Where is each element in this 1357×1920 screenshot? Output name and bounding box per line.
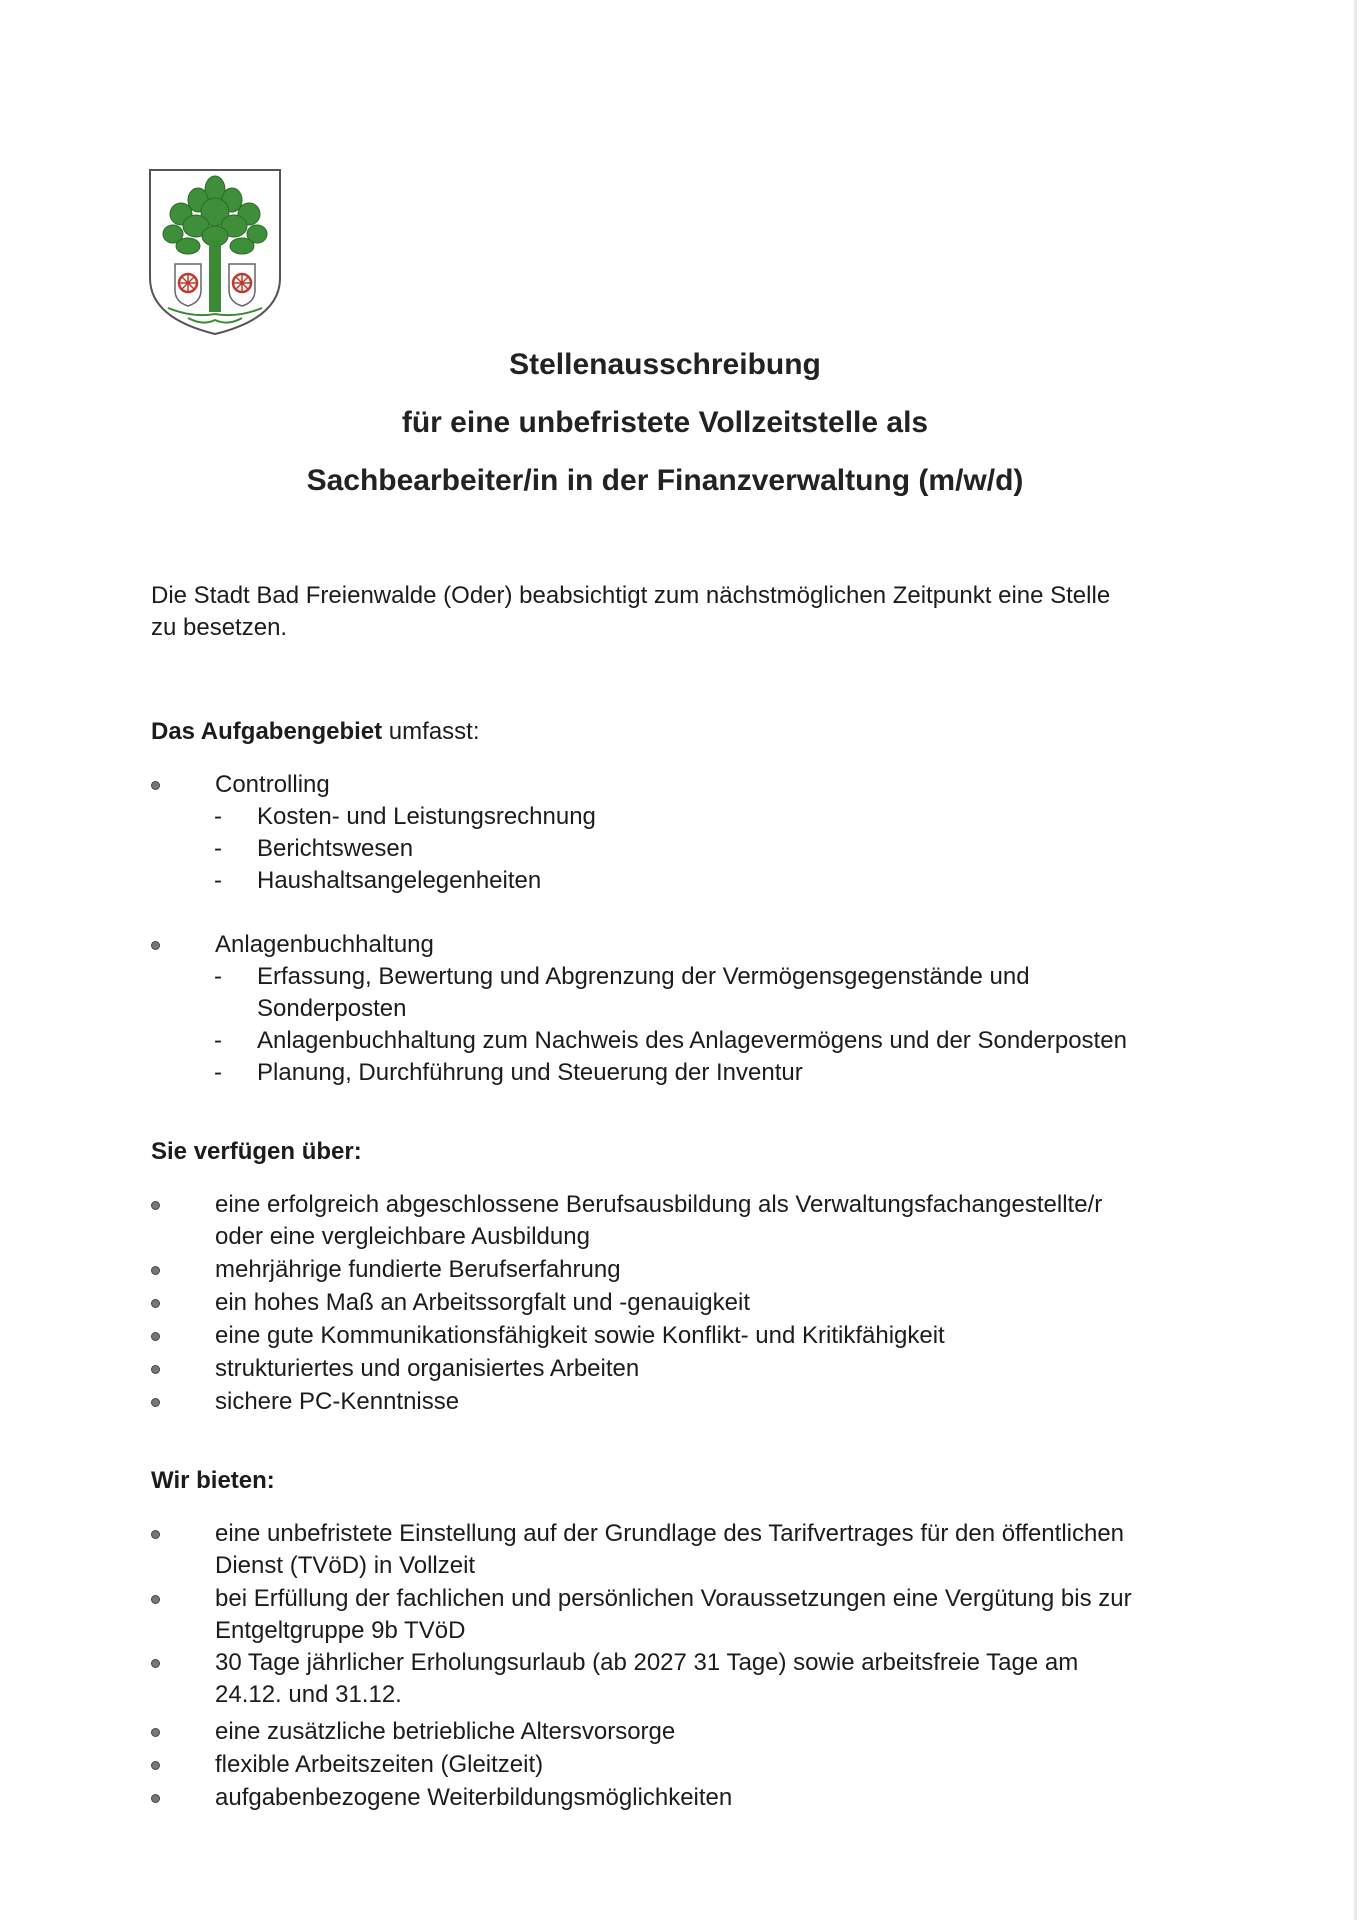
- sub-list-item-label: Sonderposten: [257, 995, 407, 1022]
- offer-heading: [151, 1466, 275, 1496]
- dash-icon: -: [214, 963, 222, 990]
- bullet-icon: [151, 1595, 160, 1604]
- intro-line2: zu besetzen.: [151, 614, 288, 641]
- list-item-label: strukturiertes und organisiertes Arbeiten: [215, 1355, 640, 1382]
- dash-icon: -: [214, 803, 222, 830]
- bullet-icon: [151, 1266, 160, 1275]
- sub-list-item-label: Erfassung, Bewertung und Abgrenzung der Vermögensgegenstände und: [257, 963, 1030, 990]
- tasks-heading: [151, 717, 480, 747]
- requirements-heading: [151, 1137, 362, 1167]
- bullet-icon: [151, 1530, 160, 1539]
- page-subtitle-line1: für eine unbefristete Vollzeitstelle als: [401, 406, 929, 439]
- list-item-label: Entgeltgruppe 9b TVöD: [215, 1617, 466, 1644]
- list-item-label: eine zusätzliche betriebliche Altersvorsorge: [215, 1718, 676, 1745]
- requirements-heading-text: Sie verfügen über:: [151, 1138, 362, 1165]
- tasks-heading-rest: umfasst:: [382, 718, 480, 745]
- title-block: [0, 350, 1330, 496]
- list-item-label: 24.12. und 31.12.: [215, 1681, 402, 1708]
- intro-paragraph: [151, 580, 1171, 644]
- list-item-label: oder eine vergleichbare Ausbildung: [215, 1223, 590, 1250]
- sub-list-item-label: Berichtswesen: [257, 835, 414, 862]
- offer-heading-text: Wir bieten:: [151, 1467, 275, 1494]
- list-item-label: mehrjährige fundierte Berufserfahrung: [215, 1256, 621, 1283]
- list-item-label: flexible Arbeitszeiten (Gleitzeit): [215, 1751, 544, 1778]
- sub-list-item-label: Anlagenbuchhaltung zum Nachweis des Anlagevermögens und der Sonderposten: [257, 1027, 1127, 1054]
- bullet-icon: [151, 941, 160, 950]
- list-item-label: Controlling: [215, 771, 330, 798]
- list-item-label: eine gute Kommunikationsfähigkeit sowie Konflikt- und Kritikfähigkeit: [215, 1322, 945, 1349]
- list-item-label: 30 Tage jährlicher Erholungsurlaub (ab 2027 31 Tage) sowie arbeitsfreie Tage am: [215, 1649, 1079, 1676]
- bullet-icon: [151, 1201, 160, 1210]
- list-item-label: eine erfolgreich abgeschlossene Berufsausbildung als Verwaltungsfachangestellte/r: [215, 1191, 1103, 1218]
- sub-list-item-label: Planung, Durchführung und Steuerung der Inventur: [257, 1059, 803, 1086]
- bullet-icon: [151, 781, 160, 790]
- list-item-label: eine unbefristete Einstellung auf der Grundlage des Tarifvertrages für den öffentlichen: [215, 1520, 1125, 1547]
- dash-icon: -: [214, 1027, 222, 1054]
- bullet-icon: [151, 1332, 160, 1341]
- intro-line1: Die Stadt Bad Freienwalde (Oder) beabsichtigt zum nächstmöglichen Zeitpunkt eine Stelle: [151, 582, 1111, 609]
- list-item-label: sichere PC-Kenntnisse: [215, 1388, 460, 1415]
- dash-icon: -: [214, 1059, 222, 1086]
- bullet-icon: [151, 1794, 160, 1803]
- list-item-label: bei Erfüllung der fachlichen und persönlichen Voraussetzungen eine Vergütung bis zur: [215, 1585, 1132, 1612]
- list-item-label: ein hohes Maß an Arbeitssorgfalt und -genauigkeit: [215, 1289, 750, 1316]
- bullet-icon: [151, 1299, 160, 1308]
- list-item-label: Anlagenbuchhaltung: [215, 931, 434, 958]
- list-item-label: aufgabenbezogene Weiterbildungsmöglichkeiten: [215, 1784, 733, 1811]
- bullet-icon: [151, 1761, 160, 1770]
- coat-of-arms-oak-tree-icon: [148, 168, 282, 338]
- bullet-icon: [151, 1728, 160, 1737]
- page-title: Stellenausschreibung: [509, 348, 821, 381]
- bullet-icon: [151, 1365, 160, 1374]
- bullet-icon: [151, 1659, 160, 1668]
- sub-list-item-label: Kosten- und Leistungsrechnung: [257, 803, 596, 830]
- dash-icon: -: [214, 867, 222, 894]
- sub-list-item-label: Haushaltsangelegenheiten: [257, 867, 542, 894]
- tasks-heading-bold: Das Aufgabengebiet: [151, 718, 383, 745]
- bullet-icon: [151, 1398, 160, 1407]
- page-subtitle-line2: Sachbearbeiter/in in der Finanzverwaltung (m/w/d): [306, 464, 1024, 497]
- list-item-label: Dienst (TVöD) in Vollzeit: [215, 1552, 476, 1579]
- dash-icon: -: [214, 835, 222, 862]
